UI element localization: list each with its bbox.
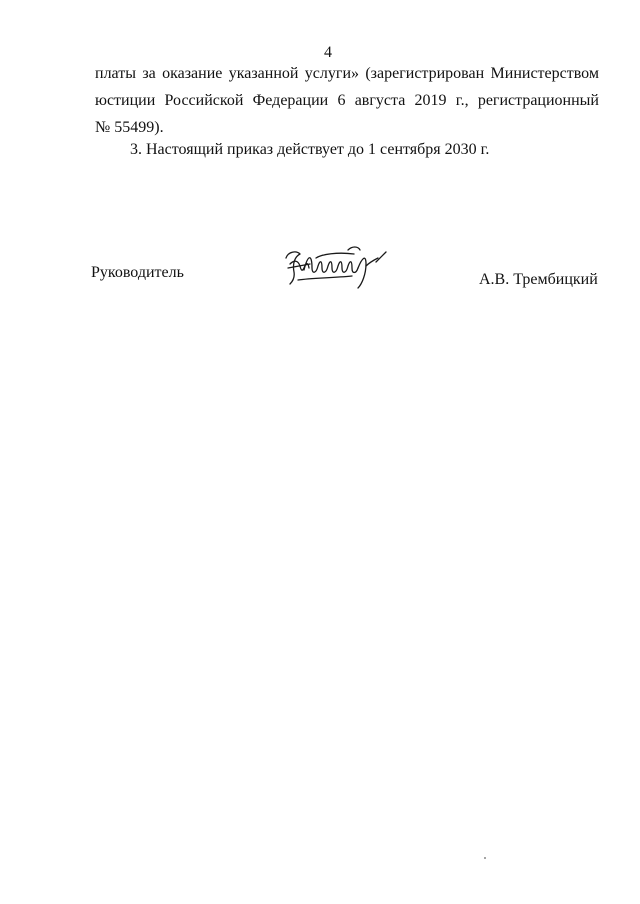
handwritten-signature — [282, 244, 390, 290]
signatory-title: Руководитель — [91, 264, 184, 281]
paragraph-3: 3. Настоящий приказ действует до 1 сентября 2030 г. — [130, 141, 490, 158]
signatory-name: А.В. Трембицкий — [479, 271, 598, 288]
paragraph-last-line: № 55499). — [95, 119, 164, 136]
paragraph-line: юстиции Российской Федерации 6 августа 2019 г., регистрационный — [95, 92, 599, 109]
paragraph-line: платы за оказание указанной услуги» (зарегистрирован Министерством — [95, 65, 599, 82]
paragraph-continuation — [95, 60, 599, 141]
scan-speck — [484, 857, 486, 859]
page-number: 4 — [324, 44, 332, 61]
